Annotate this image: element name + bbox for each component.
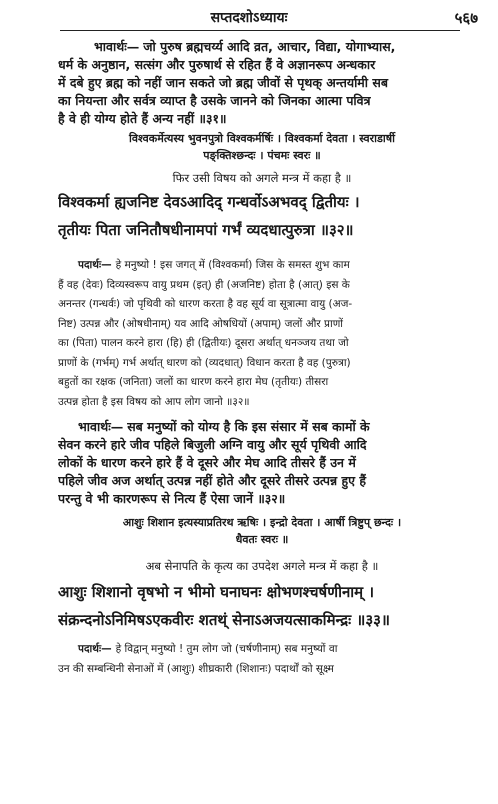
bhavarth-label: भावार्थः— <box>78 419 124 434</box>
chapter-title: सप्तदशोऽध्यायः <box>210 10 288 26</box>
text-line: पहिले जीव अज अर्थात् उत्पन्न नहीं होते और दूसरे तीसरे उत्पन्न हुए हैं <box>58 473 367 488</box>
text-line: निष्ट) उत्पन्न और (ओषधीनाम्) यव आदि ओषधियों (अपाम्) जलों और प्राणों <box>58 317 344 330</box>
mantra-33 <box>58 578 466 634</box>
mantra-32-meta <box>58 130 466 164</box>
mantra-32 <box>58 188 466 244</box>
mantra-32-intro: फिर उसी विषय को अगले मन्त्र में कहा है ॥ <box>172 171 352 185</box>
text-line <box>58 640 466 660</box>
text-line <box>58 38 466 56</box>
padarth-label: पदार्थः— <box>78 259 112 271</box>
page-number: ५६७ <box>454 9 478 27</box>
meta-line: विश्वकर्मेत्यस्य भुवनपुत्रो विश्वकर्मर्षिः । विश्वकर्मा देवता । स्वराडार्षी <box>129 132 395 145</box>
text-line: का नियन्ता और सर्वत्र व्याप्त है उसके जानने को जिनका आत्मा पवित्र <box>58 93 371 108</box>
text-line: उन की सम्बन्धिनी सेनाओं में (आशुः) शीघ्रकारी (शिशानः) पदार्थों को सूक्ष्म <box>58 662 334 675</box>
bhavarth-label: भावार्थः— <box>94 39 140 54</box>
mantra-33-intro: अब सेनापति के कृत्य का उपदेश अगले मन्त्र में कहा है ॥ <box>145 559 379 573</box>
padarth-32 <box>58 256 466 412</box>
text-line-content: हे मनुष्यो ! इस जगत् में (विश्वकर्मा) जिस के समस्त शुभ काम <box>115 259 350 271</box>
text-line: लोकों के धारण करने हारे हैं वे दूसरे और मेघ आदि तीसरे हैं उन में <box>58 455 356 470</box>
meta-line: पङ्क्तिश्छन्दः । पंचमः स्वरः ॥ <box>203 149 321 162</box>
text-line: हैं वह (देवः) दिव्यस्वरूप वायु प्रथम (इत्) ही (अजनिष्ट) होता है (आत्) इस के <box>58 278 350 291</box>
text-line: सेवन करने हारे जीव पहिले बिजुली अग्नि वायु और सूर्य पृथिवी आदि <box>58 437 367 452</box>
mantra-line: विश्वकर्मा ह्यजनिष्ट देवऽआदिद् गन्धर्वोऽअभवद् द्वितीयः । <box>58 193 360 211</box>
meta-line: आशुः शिशान इत्यस्याप्रतिरथ ऋषिः । इन्द्रो देवता । आर्षी त्रिष्टुप् छन्दः । <box>122 516 402 529</box>
text-line: का (पिता) पालन करने हारा (हि) ही (द्वितीयः) दूसरा अर्थात् धनञ्जय तथा जो <box>58 337 349 349</box>
text-line: अनन्तर (गन्धर्वः) जो पृथिवी को धारण करता है वह सूर्य वा सूत्रात्मा वायु (अज- <box>58 298 353 310</box>
text-line-content: हे विद्वान् मनुष्यो ! तुम लोग जो (चर्षणीनाम्) सब मनुष्यों वा <box>115 643 338 655</box>
text-line <box>58 256 466 276</box>
mantra-line: संक्रन्दनोऽनिमिषऽएकवीरः शतथ्ं सेनाऽअजयत्साकमिन्द्रः ॥३३॥ <box>58 611 390 629</box>
text-line-content: जो पुरुष ब्रह्मचर्य्य आदि व्रत, आचार, विद्या, योगाभ्यास, <box>143 39 396 54</box>
padarth-33 <box>58 640 466 679</box>
bhavarth-31 <box>58 38 466 128</box>
text-line <box>58 418 466 436</box>
text-line: उत्पन्न होता है इस विषय को आप लोग जानो ॥३२॥ <box>58 395 250 408</box>
mantra-33-meta <box>58 514 466 548</box>
text-line: है वे ही योग्य होते हैं अन्य नहीं ॥३१॥ <box>58 111 227 126</box>
text-line: में दबे हुए ब्रह्म को नहीं जान सकते जो ब्रह्म जीवों से पृथक् अन्तर्यामी सब <box>58 75 388 90</box>
text-line: प्राणों के (गर्भम्) गर्भ अर्थात् धारण को (व्यदधात्) विधान करता है वह (पुरुत्रा) <box>58 356 351 369</box>
text-line: परन्तु वे भी कारणरूप से नित्य हैं ऐसा जानें ॥३२॥ <box>58 491 286 506</box>
text-line: धर्म के अनुष्ठान, सत्संग और पुरुषार्थ से रहित हैं वे अज्ञानरूप अन्धकार <box>58 57 376 72</box>
header-rule <box>60 30 460 31</box>
padarth-label: पदार्थः— <box>78 643 112 655</box>
mantra-line: तृतीयः पिता जनितौषधीनामपां गर्भं व्यदधात्पुरुत्रा ॥३२॥ <box>58 221 354 239</box>
meta-line: धैवतः स्वरः ॥ <box>235 533 289 546</box>
bhavarth-32 <box>58 418 466 508</box>
text-line-content: सब मनुष्यों को योग्य है कि इस संसार में सब कामों के <box>127 419 370 434</box>
mantra-line: आशुः शिशानो वृषभो न भीमो घनाघनः क्षोभणश्चर्षणीनाम् । <box>58 583 375 601</box>
text-line: बहुतों का रक्षक (जनिता) जलों का धारण करने हारा मेघ (तृतीयः) तीसरा <box>58 376 329 388</box>
